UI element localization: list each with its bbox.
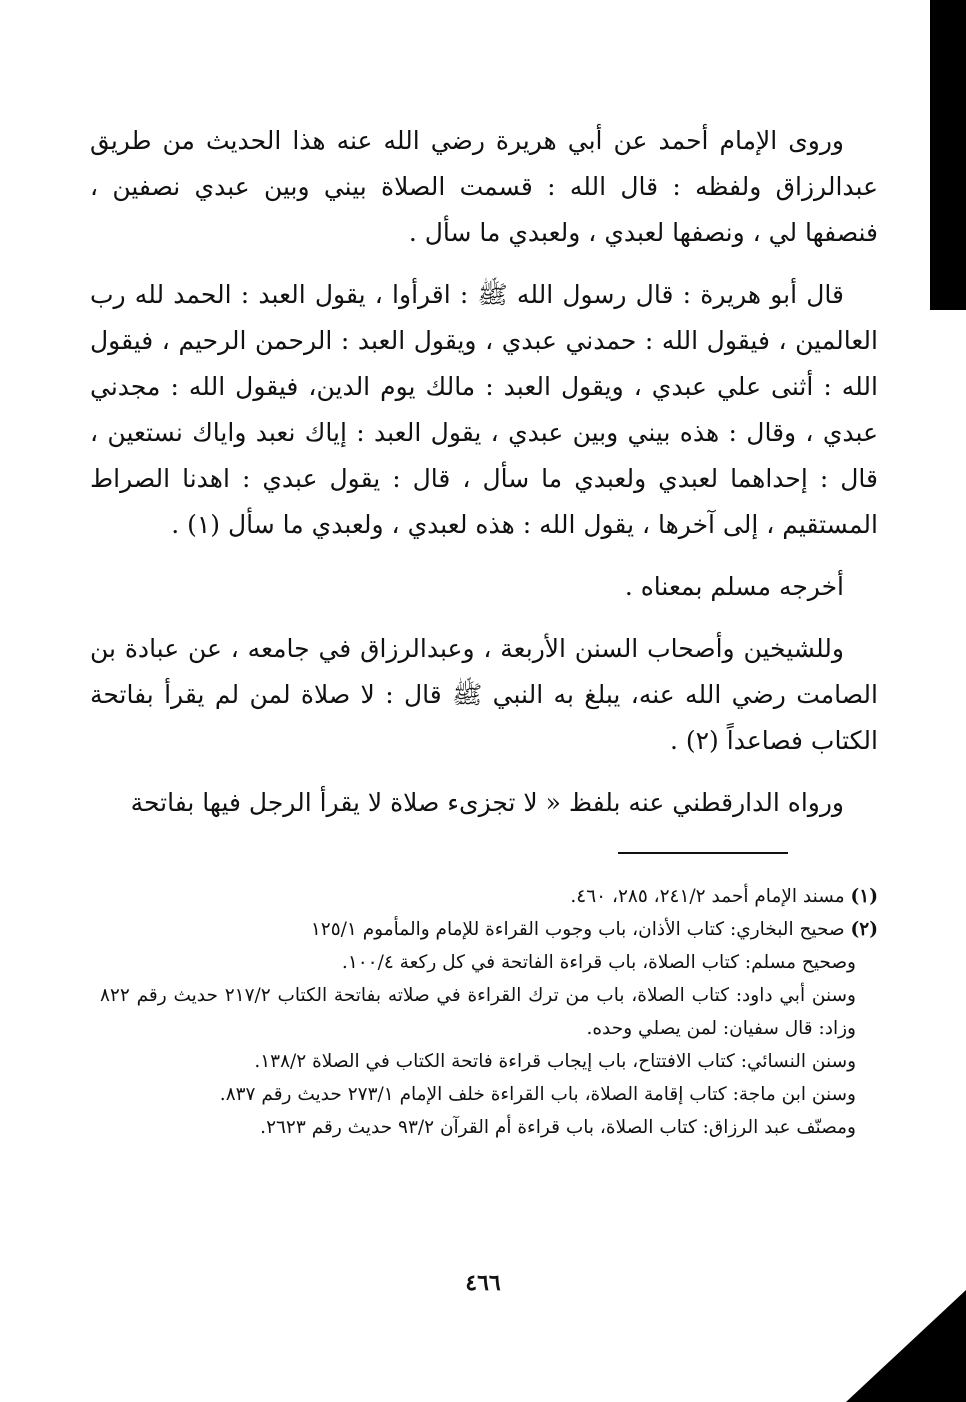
paragraph-4: وللشيخين وأصحاب السنن الأربعة ، وعبدالرزاق في جامعه ، عن عبادة بن الصامت رضي الله عنه، يبلغ به النبي ﷺ قال : لا صلاة لمن لم يقرأ بفاتحة الكتاب فصاعداً (٢) . [90, 634, 878, 755]
paragraph-2: قال أبو هريرة : قال رسول الله ﷺ : اقرأوا ، يقول العبد : الحمد لله رب العالمين ، فيقول الله : حمدني عبدي ، ويقول العبد : الرحمن الرحيم ، فيقول الله : أثنى علي عبدي ، ويقول العبد : مالك يوم الدين، فيقول الله : مجدني عبدي ، وقال : هذه بيني وبين عبدي ، يقول العبد : إياك نعبد واياك نستعين ، قال : إحداهما لعبدي ولعبدي ما سأل ، قال : يقول عبدي : اهدنا الصراط المستقيم ، إلى آخرها ، يقول الله : هذه لعبدي ، ولعبدي ما سأل (١) . [90, 280, 878, 539]
footnote-2-abd-al-razzaq: ومصنّف عبد الرزاق: كتاب الصلاة، باب قراءة أم القرآن ٩٣/٢ حديث رقم ٢٦٢٣. [260, 1117, 856, 1138]
scan-corner-shadow [846, 1290, 966, 1402]
footnote-2-nasai: وسنن النسائي: كتاب الافتتاح، باب إيجاب قراءة فاتحة الكتاب في الصلاة ١٣٨/٢. [254, 1051, 856, 1072]
footnote-2-text: صحيح البخاري: كتاب الأذان، باب وجوب القراءة للإمام والمأموم ١٢٥/١ [310, 919, 845, 940]
footnote-1 [100, 880, 878, 913]
paragraph-5: ورواه الدارقطني عنه بلفظ « لا تجزىء صلاة لا يقرأ الرجل فيها بفاتحة [130, 788, 844, 817]
footnote-2 [100, 913, 878, 946]
paragraph-3: أخرجه مسلم بمعناه . [624, 572, 844, 601]
scan-edge-bar [930, 0, 966, 310]
footnote-1-number: (١) [850, 886, 878, 907]
footnote-2-ibn-majah: وسنن ابن ماجة: كتاب إقامة الصلاة، باب القراءة خلف الإمام ٢٧٣/١ حديث رقم ٨٣٧. [219, 1084, 856, 1105]
footnote-separator [618, 852, 788, 854]
page-number: ٤٦٦ [465, 1270, 501, 1296]
footnote-2-muslim: وصحيح مسلم: كتاب الصلاة، باب قراءة الفاتحة في كل ركعة ١٠٠/٤. [341, 952, 856, 973]
footnote-2-number: (٢) [850, 919, 878, 940]
footnotes [100, 880, 878, 1144]
paragraph-1: وروى الإمام أحمد عن أبي هريرة رضي الله عنه هذا الحديث من طريق عبدالرزاق ولفظه : قال الله : قسمت الصلاة بيني وبين عبدي نصفين ، فنصفها لي ، ونصفها لعبدي ، ولعبدي ما سأل . [90, 126, 878, 247]
footnote-1-text: مسند الإمام أحمد ٢٤١/٢، ٢٨٥، ٤٦٠. [570, 886, 845, 907]
main-text [90, 118, 878, 826]
footnote-2-abu-dawud: وسنن أبي داود: كتاب الصلاة، باب من ترك القراءة في صلاته بفاتحة الكتاب ٢١٧/٢ حديث رقم ٨٢٢ وزاد: قال سفيان: لمن يصلي وحده. [100, 985, 856, 1039]
